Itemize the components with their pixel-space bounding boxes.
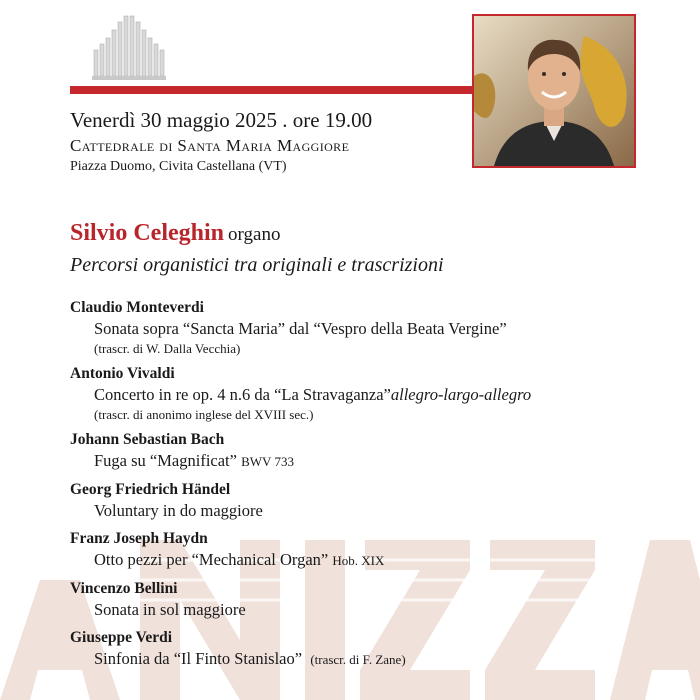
composer-name: Giuseppe Verdi <box>70 629 173 646</box>
work-title <box>70 549 670 572</box>
composer-name: Vincenzo Bellini <box>70 580 178 597</box>
program-item-verdi <box>70 628 670 671</box>
work-title <box>70 384 670 406</box>
work-title <box>70 599 670 621</box>
program-item-bach <box>70 430 670 473</box>
composer-name: Claudio Monteverdi <box>70 299 204 316</box>
work-title <box>70 648 670 671</box>
transcription-note-inline: (trascr. di F. Zane) <box>310 652 406 667</box>
composer-name: Johann Sebastian Bach <box>70 431 225 448</box>
work-title <box>70 318 670 340</box>
performer-name: Silvio Celeghin <box>70 220 225 246</box>
work-title-text: Sinfonia da “Il Finto Stanislao” <box>94 649 303 668</box>
event-date-time: Venerdì 30 maggio 2025 . ore 19.00 <box>70 108 373 132</box>
work-title <box>70 500 670 522</box>
catalog-number: BWV 733 <box>241 454 294 469</box>
organ-pipes-icon <box>92 14 166 80</box>
work-title-text: Otto pezzi per “Mechanical Organ” <box>94 550 329 569</box>
work-title-text: Sonata sopra “Sancta Maria” dal “Vespro della Beata Vergine” <box>94 319 507 338</box>
catalog-number: Hob. XIX <box>332 553 385 568</box>
work-movements: allegro-largo-allegro <box>390 385 532 404</box>
event-address: Piazza Duomo, Civita Castellana (VT) <box>70 159 287 174</box>
composer-name: Antonio Vivaldi <box>70 365 175 382</box>
program-list <box>70 298 670 678</box>
header-red-rule <box>70 86 474 94</box>
composer-name: Georg Friedrich Händel <box>70 481 231 498</box>
program-item-haydn <box>70 529 670 572</box>
work-title-text: Voluntary in do maggiore <box>94 501 263 520</box>
transcription-note: (trascr. di W. Dalla Vecchia) <box>94 341 241 356</box>
program-item-vivaldi <box>70 364 670 423</box>
event-venue: Cattedrale di Santa Maria Maggiore <box>70 136 350 155</box>
program-title: Percorsi organistici tra originali e trascrizioni <box>70 254 444 276</box>
work-title-text: Concerto in re op. 4 n.6 da “La Stravaganza” <box>94 385 391 404</box>
program-item-bellini <box>70 579 670 621</box>
performer-photo <box>472 14 636 168</box>
work-title-text: Fuga su “Magnificat” <box>94 451 237 470</box>
program-item-handel <box>70 480 670 522</box>
performer-instrument: organo <box>228 224 281 245</box>
work-title-text: Sonata in sol maggiore <box>94 600 246 619</box>
performer-heading <box>70 220 280 247</box>
composer-name: Franz Joseph Haydn <box>70 530 208 547</box>
transcription-note: (trascr. di anonimo inglese del XVIII sec.) <box>94 407 314 422</box>
program-item-monteverdi <box>70 298 670 357</box>
work-title <box>70 450 670 473</box>
